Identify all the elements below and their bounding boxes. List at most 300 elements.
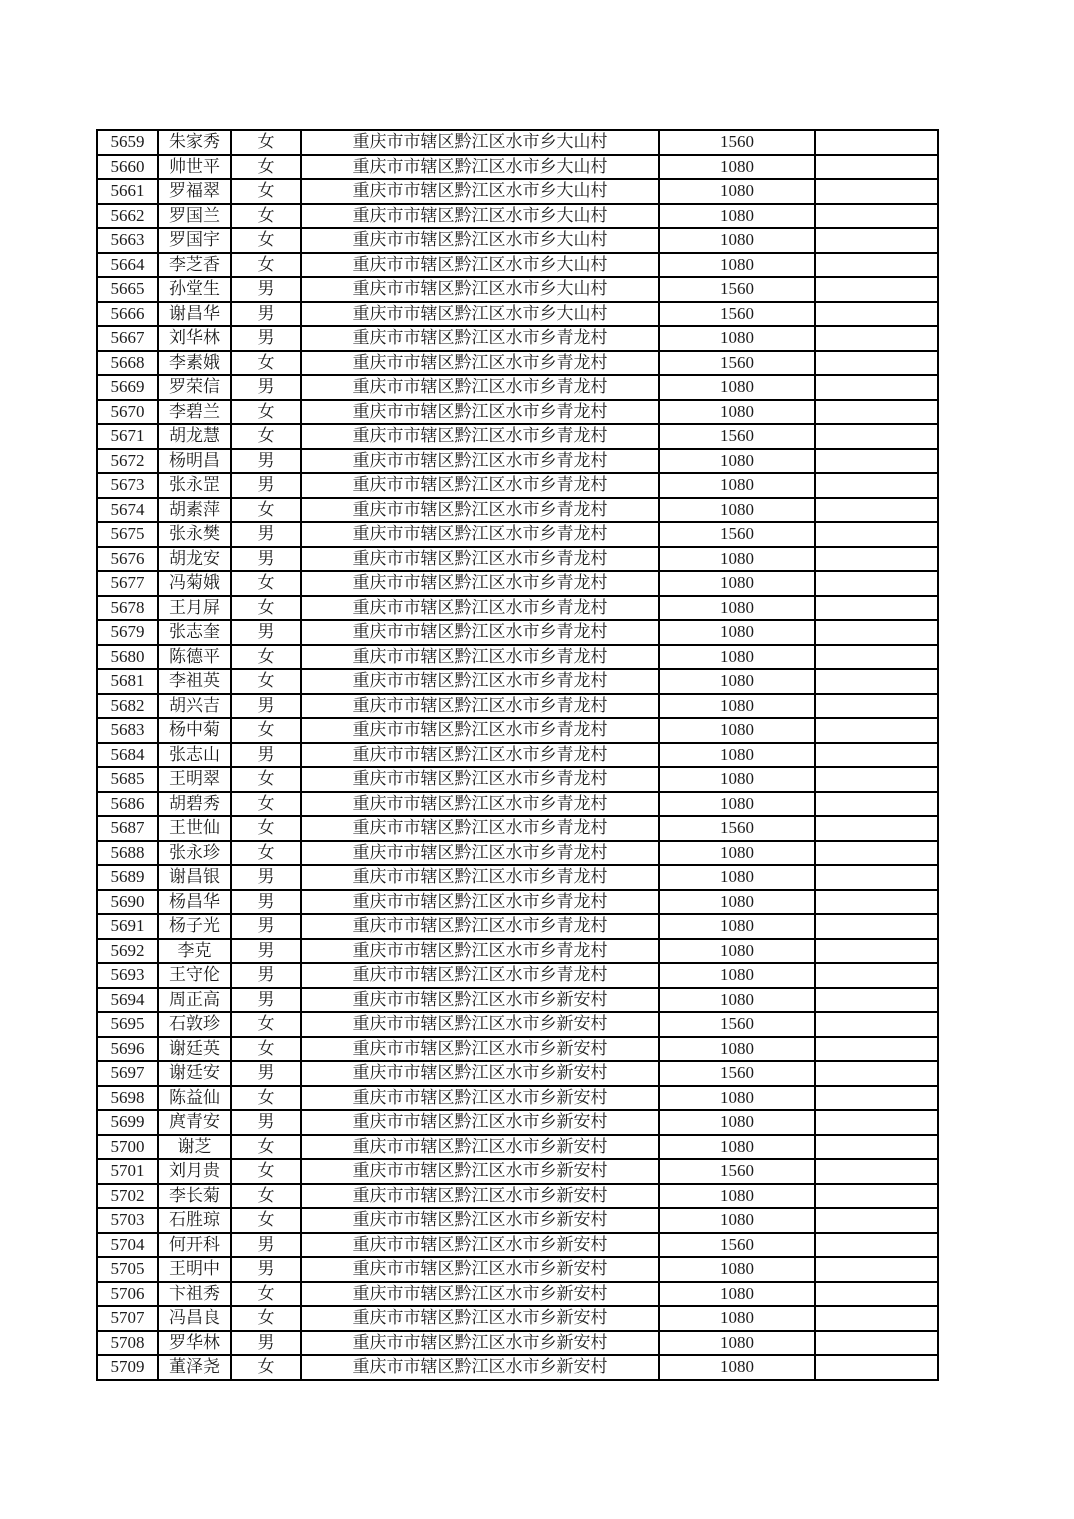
cell-note bbox=[815, 228, 938, 253]
table-row bbox=[97, 1282, 938, 1307]
cell-id: 5690 bbox=[97, 890, 158, 915]
cell-name: 杨明昌 bbox=[158, 449, 231, 474]
cell-name: 石胜琼 bbox=[158, 1208, 231, 1233]
cell-address: 重庆市市辖区黔江区水市乡青龙村 bbox=[301, 963, 659, 988]
table-row bbox=[97, 620, 938, 645]
cell-gender: 男 bbox=[231, 375, 301, 400]
cell-name: 董泽尧 bbox=[158, 1355, 231, 1380]
table-row bbox=[97, 1257, 938, 1282]
cell-amount: 1080 bbox=[659, 939, 815, 964]
cell-note bbox=[815, 988, 938, 1013]
cell-note bbox=[815, 1282, 938, 1307]
cell-note bbox=[815, 1110, 938, 1135]
cell-id: 5707 bbox=[97, 1306, 158, 1331]
cell-note bbox=[815, 326, 938, 351]
cell-name: 王明翠 bbox=[158, 767, 231, 792]
cell-address: 重庆市市辖区黔江区水市乡青龙村 bbox=[301, 865, 659, 890]
cell-name: 谢廷英 bbox=[158, 1037, 231, 1062]
cell-gender: 女 bbox=[231, 767, 301, 792]
cell-gender: 女 bbox=[231, 1012, 301, 1037]
cell-amount: 1080 bbox=[659, 792, 815, 817]
table-row bbox=[97, 645, 938, 670]
table-row bbox=[97, 1086, 938, 1111]
cell-gender: 男 bbox=[231, 620, 301, 645]
cell-id: 5660 bbox=[97, 155, 158, 180]
cell-amount: 1080 bbox=[659, 890, 815, 915]
cell-name: 胡兴吉 bbox=[158, 694, 231, 719]
cell-note bbox=[815, 1331, 938, 1356]
cell-name: 王月屏 bbox=[158, 596, 231, 621]
cell-id: 5704 bbox=[97, 1233, 158, 1258]
cell-address: 重庆市市辖区黔江区水市乡新安村 bbox=[301, 1086, 659, 1111]
cell-name: 谢廷安 bbox=[158, 1061, 231, 1086]
table-row bbox=[97, 1135, 938, 1160]
cell-gender: 女 bbox=[231, 179, 301, 204]
cell-id: 5709 bbox=[97, 1355, 158, 1380]
cell-amount: 1080 bbox=[659, 155, 815, 180]
cell-address: 重庆市市辖区黔江区水市乡新安村 bbox=[301, 1306, 659, 1331]
cell-gender: 女 bbox=[231, 841, 301, 866]
cell-name: 李碧兰 bbox=[158, 400, 231, 425]
cell-gender: 男 bbox=[231, 914, 301, 939]
cell-id: 5666 bbox=[97, 302, 158, 327]
cell-id: 5659 bbox=[97, 130, 158, 155]
cell-id: 5675 bbox=[97, 522, 158, 547]
cell-amount: 1080 bbox=[659, 1331, 815, 1356]
cell-amount: 1080 bbox=[659, 1208, 815, 1233]
cell-amount: 1080 bbox=[659, 694, 815, 719]
cell-note bbox=[815, 694, 938, 719]
cell-note bbox=[815, 449, 938, 474]
table-row bbox=[97, 277, 938, 302]
table-row bbox=[97, 669, 938, 694]
table-row bbox=[97, 1306, 938, 1331]
cell-amount: 1080 bbox=[659, 865, 815, 890]
cell-note bbox=[815, 547, 938, 572]
cell-name: 周正高 bbox=[158, 988, 231, 1013]
cell-id: 5697 bbox=[97, 1061, 158, 1086]
cell-id: 5668 bbox=[97, 351, 158, 376]
cell-name: 杨子光 bbox=[158, 914, 231, 939]
cell-amount: 1080 bbox=[659, 1110, 815, 1135]
cell-note bbox=[815, 792, 938, 817]
table-row bbox=[97, 1233, 938, 1258]
cell-amount: 1560 bbox=[659, 130, 815, 155]
table-row bbox=[97, 718, 938, 743]
cell-name: 李素娥 bbox=[158, 351, 231, 376]
cell-name: 罗福翠 bbox=[158, 179, 231, 204]
cell-address: 重庆市市辖区黔江区水市乡新安村 bbox=[301, 1184, 659, 1209]
cell-amount: 1080 bbox=[659, 767, 815, 792]
cell-note bbox=[815, 253, 938, 278]
table-row bbox=[97, 351, 938, 376]
cell-id: 5669 bbox=[97, 375, 158, 400]
cell-gender: 男 bbox=[231, 277, 301, 302]
cell-note bbox=[815, 1233, 938, 1258]
cell-amount: 1080 bbox=[659, 473, 815, 498]
table-row bbox=[97, 767, 938, 792]
cell-name: 罗国兰 bbox=[158, 204, 231, 229]
cell-id: 5677 bbox=[97, 571, 158, 596]
cell-note bbox=[815, 1306, 938, 1331]
cell-address: 重庆市市辖区黔江区水市乡新安村 bbox=[301, 1257, 659, 1282]
cell-name: 王明中 bbox=[158, 1257, 231, 1282]
table-row bbox=[97, 1208, 938, 1233]
cell-note bbox=[815, 498, 938, 523]
cell-amount: 1080 bbox=[659, 1355, 815, 1380]
cell-note bbox=[815, 914, 938, 939]
cell-id: 5701 bbox=[97, 1159, 158, 1184]
cell-gender: 男 bbox=[231, 1233, 301, 1258]
cell-amount: 1560 bbox=[659, 424, 815, 449]
cell-name: 王世仙 bbox=[158, 816, 231, 841]
cell-address: 重庆市市辖区黔江区水市乡青龙村 bbox=[301, 767, 659, 792]
cell-address: 重庆市市辖区黔江区水市乡大山村 bbox=[301, 155, 659, 180]
table-row bbox=[97, 302, 938, 327]
table-row bbox=[97, 547, 938, 572]
cell-name: 刘华林 bbox=[158, 326, 231, 351]
cell-address: 重庆市市辖区黔江区水市乡新安村 bbox=[301, 1233, 659, 1258]
table-row bbox=[97, 963, 938, 988]
table-row bbox=[97, 890, 938, 915]
cell-gender: 女 bbox=[231, 228, 301, 253]
cell-note bbox=[815, 1159, 938, 1184]
cell-address: 重庆市市辖区黔江区水市乡青龙村 bbox=[301, 792, 659, 817]
table-row bbox=[97, 179, 938, 204]
cell-amount: 1080 bbox=[659, 449, 815, 474]
table-row bbox=[97, 1355, 938, 1380]
cell-name: 李长菊 bbox=[158, 1184, 231, 1209]
cell-id: 5708 bbox=[97, 1331, 158, 1356]
cell-note bbox=[815, 204, 938, 229]
cell-amount: 1080 bbox=[659, 571, 815, 596]
cell-amount: 1560 bbox=[659, 277, 815, 302]
cell-address: 重庆市市辖区黔江区水市乡青龙村 bbox=[301, 841, 659, 866]
cell-amount: 1080 bbox=[659, 179, 815, 204]
cell-name: 王守伦 bbox=[158, 963, 231, 988]
cell-note bbox=[815, 571, 938, 596]
cell-amount: 1560 bbox=[659, 302, 815, 327]
table-row bbox=[97, 571, 938, 596]
cell-amount: 1080 bbox=[659, 620, 815, 645]
cell-note bbox=[815, 1135, 938, 1160]
cell-address: 重庆市市辖区黔江区水市乡青龙村 bbox=[301, 351, 659, 376]
cell-id: 5689 bbox=[97, 865, 158, 890]
cell-amount: 1560 bbox=[659, 1159, 815, 1184]
cell-address: 重庆市市辖区黔江区水市乡青龙村 bbox=[301, 449, 659, 474]
cell-note bbox=[815, 1012, 938, 1037]
cell-gender: 男 bbox=[231, 547, 301, 572]
cell-gender: 女 bbox=[231, 792, 301, 817]
cell-note bbox=[815, 1184, 938, 1209]
cell-amount: 1080 bbox=[659, 841, 815, 866]
cell-gender: 男 bbox=[231, 302, 301, 327]
cell-address: 重庆市市辖区黔江区水市乡青龙村 bbox=[301, 939, 659, 964]
cell-gender: 女 bbox=[231, 1208, 301, 1233]
table-row bbox=[97, 1012, 938, 1037]
cell-id: 5671 bbox=[97, 424, 158, 449]
cell-amount: 1080 bbox=[659, 914, 815, 939]
cell-id: 5670 bbox=[97, 400, 158, 425]
cell-address: 重庆市市辖区黔江区水市乡青龙村 bbox=[301, 718, 659, 743]
cell-name: 张志奎 bbox=[158, 620, 231, 645]
cell-note bbox=[815, 473, 938, 498]
cell-name: 胡素萍 bbox=[158, 498, 231, 523]
table-row bbox=[97, 939, 938, 964]
cell-gender: 女 bbox=[231, 400, 301, 425]
cell-name: 陈益仙 bbox=[158, 1086, 231, 1111]
cell-gender: 女 bbox=[231, 1282, 301, 1307]
cell-name: 谢芝 bbox=[158, 1135, 231, 1160]
cell-gender: 男 bbox=[231, 988, 301, 1013]
cell-address: 重庆市市辖区黔江区水市乡青龙村 bbox=[301, 669, 659, 694]
cell-name: 冯菊娥 bbox=[158, 571, 231, 596]
cell-note bbox=[815, 277, 938, 302]
table-row bbox=[97, 204, 938, 229]
cell-address: 重庆市市辖区黔江区水市乡青龙村 bbox=[301, 743, 659, 768]
table-row bbox=[97, 228, 938, 253]
table-row bbox=[97, 253, 938, 278]
cell-address: 重庆市市辖区黔江区水市乡青龙村 bbox=[301, 498, 659, 523]
cell-id: 5661 bbox=[97, 179, 158, 204]
cell-id: 5673 bbox=[97, 473, 158, 498]
cell-amount: 1080 bbox=[659, 400, 815, 425]
cell-id: 5680 bbox=[97, 645, 158, 670]
cell-id: 5693 bbox=[97, 963, 158, 988]
cell-name: 胡碧秀 bbox=[158, 792, 231, 817]
document-page bbox=[96, 129, 939, 1381]
cell-address: 重庆市市辖区黔江区水市乡新安村 bbox=[301, 1282, 659, 1307]
cell-amount: 1080 bbox=[659, 228, 815, 253]
cell-name: 李克 bbox=[158, 939, 231, 964]
cell-address: 重庆市市辖区黔江区水市乡大山村 bbox=[301, 204, 659, 229]
cell-address: 重庆市市辖区黔江区水市乡新安村 bbox=[301, 988, 659, 1013]
cell-id: 5672 bbox=[97, 449, 158, 474]
table-row bbox=[97, 473, 938, 498]
cell-name: 李芝香 bbox=[158, 253, 231, 278]
cell-amount: 1560 bbox=[659, 351, 815, 376]
cell-address: 重庆市市辖区黔江区水市乡大山村 bbox=[301, 277, 659, 302]
cell-note bbox=[815, 890, 938, 915]
cell-gender: 女 bbox=[231, 204, 301, 229]
cell-gender: 女 bbox=[231, 718, 301, 743]
cell-note bbox=[815, 424, 938, 449]
table-row bbox=[97, 792, 938, 817]
cell-amount: 1080 bbox=[659, 326, 815, 351]
cell-address: 重庆市市辖区黔江区水市乡大山村 bbox=[301, 130, 659, 155]
cell-note bbox=[815, 816, 938, 841]
table-row bbox=[97, 694, 938, 719]
cell-note bbox=[815, 620, 938, 645]
cell-address: 重庆市市辖区黔江区水市乡新安村 bbox=[301, 1331, 659, 1356]
cell-gender: 男 bbox=[231, 963, 301, 988]
cell-name: 谢昌华 bbox=[158, 302, 231, 327]
cell-amount: 1080 bbox=[659, 547, 815, 572]
cell-gender: 男 bbox=[231, 1331, 301, 1356]
cell-address: 重庆市市辖区黔江区水市乡新安村 bbox=[301, 1135, 659, 1160]
cell-gender: 男 bbox=[231, 694, 301, 719]
cell-name: 谢昌银 bbox=[158, 865, 231, 890]
cell-gender: 男 bbox=[231, 939, 301, 964]
cell-name: 卞祖秀 bbox=[158, 1282, 231, 1307]
cell-id: 5681 bbox=[97, 669, 158, 694]
cell-id: 5702 bbox=[97, 1184, 158, 1209]
cell-address: 重庆市市辖区黔江区水市乡青龙村 bbox=[301, 890, 659, 915]
cell-address: 重庆市市辖区黔江区水市乡青龙村 bbox=[301, 375, 659, 400]
cell-gender: 女 bbox=[231, 1355, 301, 1380]
cell-amount: 1080 bbox=[659, 1135, 815, 1160]
table-row bbox=[97, 498, 938, 523]
cell-name: 罗华林 bbox=[158, 1331, 231, 1356]
cell-note bbox=[815, 841, 938, 866]
table-row bbox=[97, 1037, 938, 1062]
cell-id: 5685 bbox=[97, 767, 158, 792]
cell-note bbox=[815, 400, 938, 425]
cell-name: 庹青安 bbox=[158, 1110, 231, 1135]
table-row bbox=[97, 816, 938, 841]
cell-name: 胡龙慧 bbox=[158, 424, 231, 449]
cell-note bbox=[815, 939, 938, 964]
cell-name: 张志山 bbox=[158, 743, 231, 768]
cell-note bbox=[815, 1037, 938, 1062]
cell-address: 重庆市市辖区黔江区水市乡大山村 bbox=[301, 302, 659, 327]
cell-name: 胡龙安 bbox=[158, 547, 231, 572]
cell-name: 李祖英 bbox=[158, 669, 231, 694]
beneficiary-table bbox=[96, 129, 939, 1381]
table-row bbox=[97, 865, 938, 890]
cell-gender: 男 bbox=[231, 890, 301, 915]
cell-id: 5676 bbox=[97, 547, 158, 572]
cell-address: 重庆市市辖区黔江区水市乡青龙村 bbox=[301, 547, 659, 572]
cell-address: 重庆市市辖区黔江区水市乡青龙村 bbox=[301, 400, 659, 425]
cell-note bbox=[815, 743, 938, 768]
cell-address: 重庆市市辖区黔江区水市乡新安村 bbox=[301, 1208, 659, 1233]
cell-gender: 男 bbox=[231, 1061, 301, 1086]
cell-address: 重庆市市辖区黔江区水市乡新安村 bbox=[301, 1037, 659, 1062]
cell-id: 5700 bbox=[97, 1135, 158, 1160]
cell-gender: 女 bbox=[231, 1159, 301, 1184]
cell-name: 陈德平 bbox=[158, 645, 231, 670]
cell-id: 5684 bbox=[97, 743, 158, 768]
cell-amount: 1560 bbox=[659, 1233, 815, 1258]
cell-gender: 女 bbox=[231, 596, 301, 621]
cell-note bbox=[815, 302, 938, 327]
cell-name: 孙堂生 bbox=[158, 277, 231, 302]
table-row bbox=[97, 326, 938, 351]
cell-gender: 女 bbox=[231, 1135, 301, 1160]
cell-gender: 女 bbox=[231, 645, 301, 670]
cell-gender: 男 bbox=[231, 326, 301, 351]
cell-note bbox=[815, 351, 938, 376]
cell-address: 重庆市市辖区黔江区水市乡青龙村 bbox=[301, 620, 659, 645]
table-row bbox=[97, 1331, 938, 1356]
cell-note bbox=[815, 130, 938, 155]
cell-name: 张永珍 bbox=[158, 841, 231, 866]
cell-gender: 男 bbox=[231, 1257, 301, 1282]
cell-note bbox=[815, 767, 938, 792]
cell-gender: 女 bbox=[231, 1306, 301, 1331]
cell-id: 5667 bbox=[97, 326, 158, 351]
table-row bbox=[97, 522, 938, 547]
cell-amount: 1080 bbox=[659, 596, 815, 621]
cell-id: 5663 bbox=[97, 228, 158, 253]
cell-address: 重庆市市辖区黔江区水市乡青龙村 bbox=[301, 596, 659, 621]
cell-amount: 1080 bbox=[659, 988, 815, 1013]
table-row bbox=[97, 155, 938, 180]
cell-amount: 1560 bbox=[659, 522, 815, 547]
cell-amount: 1560 bbox=[659, 1012, 815, 1037]
cell-address: 重庆市市辖区黔江区水市乡新安村 bbox=[301, 1110, 659, 1135]
cell-id: 5683 bbox=[97, 718, 158, 743]
cell-amount: 1080 bbox=[659, 963, 815, 988]
table-row bbox=[97, 1159, 938, 1184]
cell-name: 何开科 bbox=[158, 1233, 231, 1258]
cell-gender: 男 bbox=[231, 473, 301, 498]
cell-note bbox=[815, 179, 938, 204]
cell-gender: 女 bbox=[231, 155, 301, 180]
cell-name: 杨昌华 bbox=[158, 890, 231, 915]
cell-name: 朱家秀 bbox=[158, 130, 231, 155]
cell-id: 5664 bbox=[97, 253, 158, 278]
table-row bbox=[97, 841, 938, 866]
cell-id: 5696 bbox=[97, 1037, 158, 1062]
cell-gender: 女 bbox=[231, 498, 301, 523]
cell-note bbox=[815, 1086, 938, 1111]
cell-id: 5692 bbox=[97, 939, 158, 964]
cell-gender: 女 bbox=[231, 130, 301, 155]
cell-gender: 男 bbox=[231, 449, 301, 474]
cell-note bbox=[815, 1257, 938, 1282]
table-row bbox=[97, 988, 938, 1013]
cell-amount: 1080 bbox=[659, 498, 815, 523]
cell-name: 冯昌良 bbox=[158, 1306, 231, 1331]
cell-gender: 女 bbox=[231, 571, 301, 596]
cell-id: 5688 bbox=[97, 841, 158, 866]
cell-amount: 1080 bbox=[659, 204, 815, 229]
cell-id: 5691 bbox=[97, 914, 158, 939]
cell-note bbox=[815, 1355, 938, 1380]
cell-id: 5705 bbox=[97, 1257, 158, 1282]
cell-gender: 男 bbox=[231, 865, 301, 890]
table-row bbox=[97, 130, 938, 155]
cell-amount: 1080 bbox=[659, 1306, 815, 1331]
cell-amount: 1080 bbox=[659, 1257, 815, 1282]
table-row bbox=[97, 449, 938, 474]
cell-name: 罗国宇 bbox=[158, 228, 231, 253]
cell-note bbox=[815, 522, 938, 547]
cell-address: 重庆市市辖区黔江区水市乡青龙村 bbox=[301, 522, 659, 547]
cell-amount: 1080 bbox=[659, 1184, 815, 1209]
cell-amount: 1080 bbox=[659, 1282, 815, 1307]
cell-id: 5682 bbox=[97, 694, 158, 719]
table-row bbox=[97, 1061, 938, 1086]
cell-id: 5665 bbox=[97, 277, 158, 302]
cell-address: 重庆市市辖区黔江区水市乡新安村 bbox=[301, 1355, 659, 1380]
cell-address: 重庆市市辖区黔江区水市乡新安村 bbox=[301, 1012, 659, 1037]
table-row bbox=[97, 1110, 938, 1135]
cell-gender: 女 bbox=[231, 351, 301, 376]
cell-amount: 1080 bbox=[659, 1037, 815, 1062]
cell-amount: 1080 bbox=[659, 743, 815, 768]
cell-note bbox=[815, 1061, 938, 1086]
cell-note bbox=[815, 596, 938, 621]
cell-note bbox=[815, 963, 938, 988]
cell-gender: 女 bbox=[231, 1184, 301, 1209]
cell-id: 5695 bbox=[97, 1012, 158, 1037]
cell-note bbox=[815, 718, 938, 743]
cell-name: 罗荣信 bbox=[158, 375, 231, 400]
cell-address: 重庆市市辖区黔江区水市乡大山村 bbox=[301, 228, 659, 253]
